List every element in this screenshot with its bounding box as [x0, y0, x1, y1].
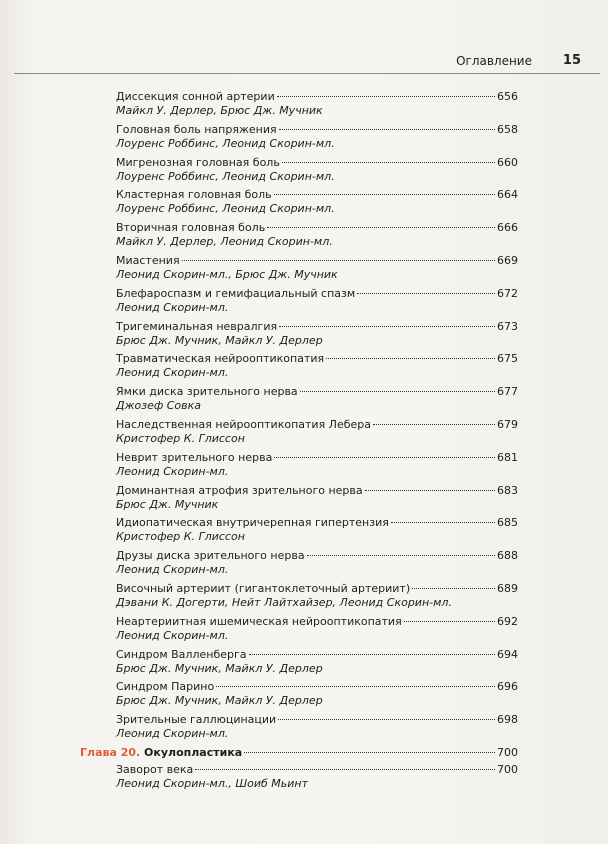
- dot-leader: [404, 621, 495, 622]
- toc-entry[interactable]: [116, 451, 518, 479]
- toc-entry-authors: Брюс Дж. Мучник: [116, 497, 219, 511]
- toc-entry-authors: Дэвани К. Догерти, Нейт Лайтхайзер, Леонид Скорин-мл.: [116, 595, 452, 609]
- toc-entry-line: [116, 615, 518, 629]
- toc-entry-page: 689: [497, 581, 518, 595]
- toc-entry[interactable]: [116, 549, 518, 577]
- table-of-contents: [80, 90, 518, 791]
- toc-entry-page: 673: [497, 319, 518, 333]
- toc-entry-line: [116, 516, 518, 530]
- toc-entry-title: Кластерная головная боль: [116, 188, 272, 202]
- toc-entry-authors: Брюс Дж. Мучник, Майкл У. Дерлер: [116, 661, 323, 675]
- toc-entry-line: [116, 221, 518, 235]
- toc-entry[interactable]: [116, 221, 518, 249]
- toc-entry-authors: Леонид Скорин-мл., Шоиб Мьинт: [116, 777, 309, 791]
- dot-leader: [267, 227, 495, 228]
- toc-entry[interactable]: [116, 90, 518, 118]
- dot-leader: [274, 457, 495, 458]
- toc-entry-title: Височный артериит (гигантоклеточный артериит): [116, 581, 411, 595]
- toc-entry[interactable]: [116, 188, 518, 216]
- chapter-title: Окулопластика: [144, 746, 243, 760]
- toc-entry-title: Травматическая нейрооптикопатия: [116, 352, 325, 366]
- dot-leader: [277, 96, 495, 97]
- toc-entry-page: 681: [497, 450, 518, 464]
- toc-entry[interactable]: [116, 352, 518, 380]
- toc-entry-page: 672: [497, 286, 518, 300]
- toc-entry-authors: Майкл У. Дерлер, Брюс Дж. Мучник: [116, 104, 323, 117]
- toc-entry-title: Наследственная нейрооптикопатия Лебера: [116, 417, 371, 431]
- toc-entry-authors: Кристофер К. Глиссон: [116, 431, 245, 445]
- toc-entry-authors: Майкл У. Дерлер, Леонид Скорин-мл.: [116, 235, 333, 249]
- toc-entry-title: Миастения: [116, 253, 180, 267]
- toc-entry[interactable]: [116, 648, 518, 676]
- toc-entry-line: [116, 156, 518, 170]
- toc-entry-authors: Леонид Скорин-мл.: [116, 563, 229, 577]
- toc-entry-line: [116, 451, 518, 465]
- toc-entry-page: 656: [497, 90, 518, 103]
- toc-entry-title: Синдром Валленберга: [116, 647, 247, 661]
- toc-entry-authors: Джозеф Совка: [116, 399, 202, 413]
- toc-entry-title: Неврит зрительного нерва: [116, 450, 273, 464]
- dot-leader: [216, 686, 495, 687]
- toc-entry-title: Головная боль напряжения: [116, 122, 277, 136]
- toc-entry-page: 698: [497, 713, 518, 727]
- toc-entry-page: 683: [497, 483, 518, 497]
- toc-entry-authors: Леонид Скорин-мл.: [116, 464, 229, 478]
- chapter-heading[interactable]: [80, 746, 518, 760]
- dot-leader: [279, 129, 495, 130]
- toc-entry[interactable]: [116, 254, 518, 282]
- toc-entry[interactable]: [116, 287, 518, 315]
- toc-entry[interactable]: [116, 615, 518, 643]
- dot-leader: [249, 654, 496, 655]
- toc-entry-page: 679: [497, 417, 518, 431]
- toc-entry-line: [116, 582, 518, 596]
- toc-entry-line: [116, 763, 518, 777]
- dot-leader: [326, 358, 495, 359]
- dot-leader: [373, 424, 495, 425]
- toc-entry-title: Мигренозная головная боль: [116, 155, 280, 169]
- toc-entry-authors: Леонид Скорин-мл., Брюс Дж. Мучник: [116, 267, 338, 281]
- toc-entry-title: Зрительные галлюцинации: [116, 713, 277, 727]
- toc-entry-authors: Леонид Скорин-мл.: [116, 727, 229, 741]
- toc-entry-title: Блефароспазм и гемифациальный спазм: [116, 286, 356, 300]
- toc-entry[interactable]: [116, 484, 518, 512]
- toc-entry[interactable]: [116, 516, 518, 544]
- toc-entry-authors: Лоуренс Роббинс, Леонид Скорин-мл.: [116, 169, 335, 183]
- toc-entry-page: 660: [497, 155, 518, 169]
- section-title: Оглавление: [456, 54, 532, 68]
- toc-entry[interactable]: [116, 385, 518, 413]
- toc-entry-authors: Леонид Скорин-мл.: [116, 366, 229, 380]
- dot-leader: [307, 555, 495, 556]
- dot-leader: [279, 326, 495, 327]
- chapter-line: [80, 746, 518, 760]
- toc-entry-line: [116, 90, 518, 104]
- dot-leader: [244, 752, 495, 753]
- dot-leader: [274, 194, 495, 195]
- toc-entry[interactable]: [116, 582, 518, 610]
- toc-entry-title: Заворот века: [116, 763, 194, 777]
- dot-leader: [182, 260, 495, 261]
- toc-entry[interactable]: [116, 123, 518, 151]
- toc-entry-title: Синдром Парино: [116, 680, 215, 694]
- toc-entry-line: [116, 188, 518, 202]
- toc-entry-line: [116, 484, 518, 498]
- dot-leader: [278, 719, 495, 720]
- toc-entry[interactable]: [116, 713, 518, 741]
- toc-entry-page: 696: [497, 680, 518, 694]
- toc-entry-authors: Брюс Дж. Мучник, Майкл У. Дерлер: [116, 694, 323, 708]
- toc-entry[interactable]: [116, 156, 518, 184]
- toc-entry-line: [116, 385, 518, 399]
- toc-entry-page: 685: [497, 516, 518, 530]
- toc-entry-line: [116, 680, 518, 694]
- header-rule: [14, 73, 600, 74]
- toc-entry-title: Диссекция сонной артерии: [116, 90, 275, 103]
- toc-entry-page: 700: [497, 763, 518, 777]
- chapter-page: 700: [497, 746, 518, 760]
- dot-leader: [195, 769, 495, 770]
- toc-entry-line: [116, 320, 518, 334]
- running-header: [0, 52, 600, 72]
- toc-entry[interactable]: [116, 680, 518, 708]
- toc-entry-title: Идиопатическая внутричерепная гипертензия: [116, 516, 389, 530]
- toc-entry-authors: Леонид Скорин-мл.: [116, 628, 229, 642]
- toc-entry-authors: Брюс Дж. Мучник, Майкл У. Дерлер: [116, 333, 323, 347]
- dot-leader: [357, 293, 495, 294]
- toc-entry-page: 677: [497, 385, 518, 399]
- toc-entry-line: [116, 123, 518, 137]
- page-number: 15: [562, 53, 581, 68]
- dot-leader: [282, 162, 495, 163]
- toc-entry-page: 666: [497, 221, 518, 235]
- toc-entry-page: 675: [497, 352, 518, 366]
- toc-entry-authors: Леонид Скорин-мл.: [116, 300, 229, 314]
- toc-entry-line: [116, 418, 518, 432]
- toc-entry-title: Тригеминальная невралгия: [116, 319, 278, 333]
- toc-entry-page: 688: [497, 549, 518, 563]
- toc-entry-authors: Лоуренс Роббинс, Леонид Скорин-мл.: [116, 136, 335, 150]
- toc-entry-line: [116, 352, 518, 366]
- toc-entry-title: Доминантная атрофия зрительного нерва: [116, 483, 363, 497]
- toc-entry[interactable]: [116, 320, 518, 348]
- toc-entry-title: Вторичная головная боль: [116, 221, 266, 235]
- toc-entry-authors: Кристофер К. Глиссон: [116, 530, 245, 544]
- toc-entry-line: [116, 713, 518, 727]
- toc-entry-page: 669: [497, 253, 518, 267]
- toc-entry-page: 658: [497, 122, 518, 136]
- dot-leader: [300, 391, 495, 392]
- dot-leader: [391, 522, 495, 523]
- toc-entry-page: 692: [497, 614, 518, 628]
- toc-entry[interactable]: [116, 418, 518, 446]
- toc-entry-line: [116, 648, 518, 662]
- dot-leader: [412, 588, 495, 589]
- toc-entry-title: Друзы диска зрительного нерва: [116, 549, 305, 563]
- chapter-number: Глава 20.: [80, 746, 141, 760]
- toc-entry-line: [116, 254, 518, 268]
- toc-entry-page: 694: [497, 647, 518, 661]
- toc-entry-authors: Лоуренс Роббинс, Леонид Скорин-мл.: [116, 202, 335, 216]
- toc-entry-line: [116, 287, 518, 301]
- toc-entry-title: Ямки диска зрительного нерва: [116, 385, 298, 399]
- toc-entry-title: Неартериитная ишемическая нейрооптикопатия: [116, 614, 402, 628]
- toc-entry-page: 664: [497, 188, 518, 202]
- toc-entry-line: [116, 549, 518, 563]
- toc-entry[interactable]: [116, 763, 518, 791]
- dot-leader: [365, 490, 495, 491]
